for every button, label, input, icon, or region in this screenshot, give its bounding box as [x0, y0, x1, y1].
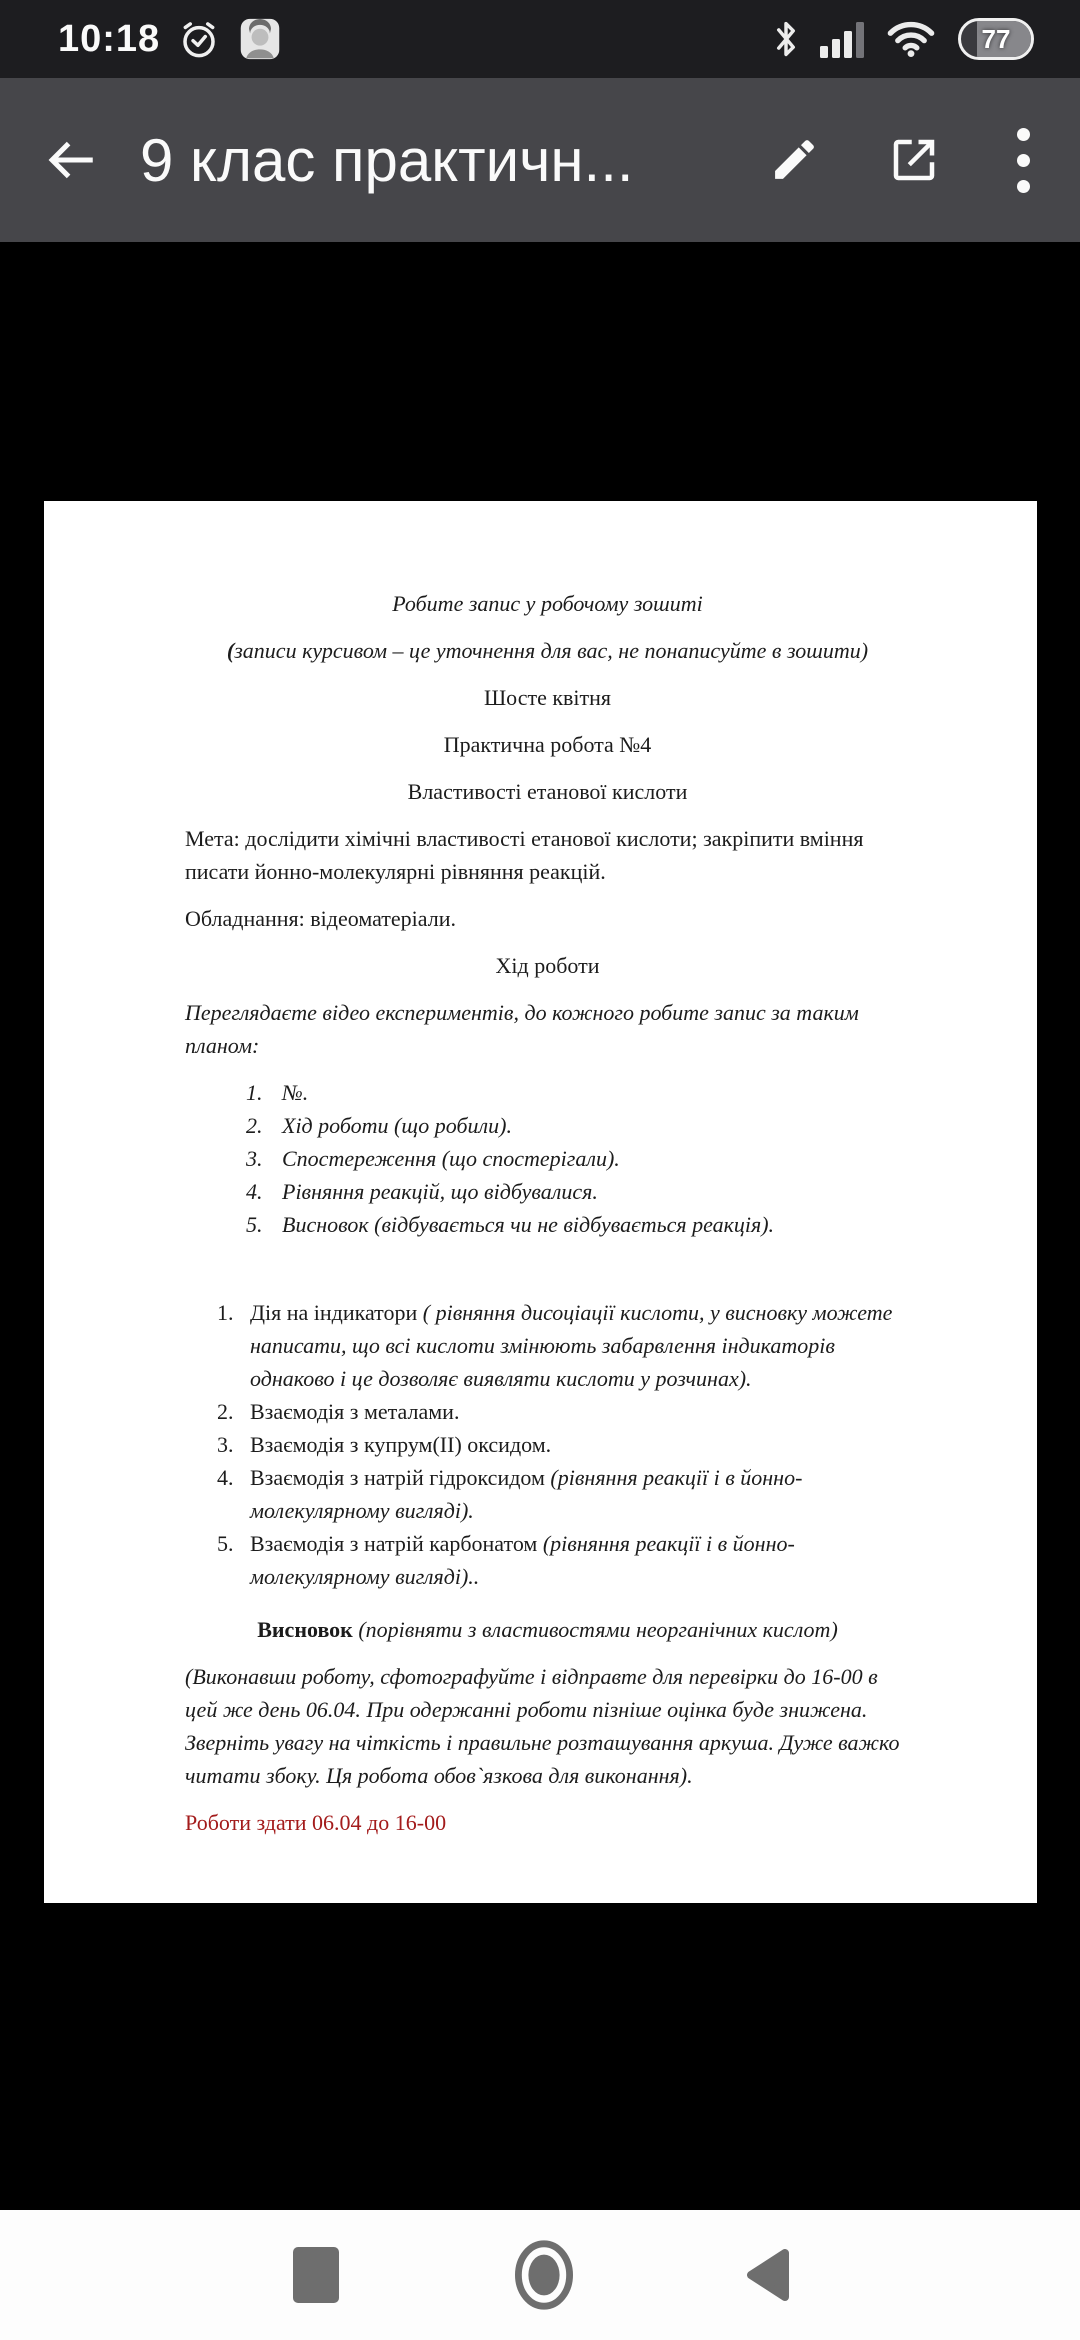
goal-paragraph: Мета: дослідити хімічні властивості етанової кислоти; закріпити вміння писати йонно-молекулярні рівняння реакцій. [185, 826, 864, 884]
app-bar-actions [767, 124, 1040, 197]
note-line-2-paren: ( [226, 638, 235, 663]
list-text [250, 1296, 910, 1395]
nav-back-button[interactable] [708, 2210, 828, 2340]
overflow-dot [1017, 180, 1030, 193]
edit-button[interactable] [767, 133, 821, 187]
edit-pencil-icon [767, 133, 821, 187]
task-note: (рівняння реакції і в йонно-молекулярному вигляді).. [250, 1531, 795, 1589]
list-number: 3. [246, 1146, 263, 1171]
alarm-icon [178, 18, 220, 60]
list-text: Висновок (відбувається чи не відбувається реакція). [282, 1212, 775, 1237]
back-button[interactable] [42, 131, 100, 189]
list-item [246, 1109, 910, 1142]
document-title: 9 клас практичн... [140, 126, 634, 194]
battery-percent-text: 77 [981, 23, 1011, 54]
status-bar [0, 0, 1080, 78]
progress-heading: Хід роботи [495, 953, 600, 978]
list-text [250, 1395, 910, 1428]
recents-button[interactable] [256, 2210, 376, 2340]
note-line-2 [185, 634, 910, 667]
task-note: ( рівняння дисоціації кислоти, у висновку можете написати, що всі кислоти змінюють забарвлення індикаторів однаково і це дозволяє виявляти кислоти у розчинах). [250, 1300, 893, 1391]
list-text: Рівняння реакцій, що відбувалися. [282, 1179, 598, 1204]
date-heading: Шосте квітня [483, 685, 612, 710]
conclusion-note: (порівняти з властивостями неорганічних кислот) [352, 1617, 838, 1642]
list-number: 1. [246, 1080, 263, 1105]
open-in-new-button[interactable] [887, 133, 941, 187]
deadline-line: Роботи здати 06.04 до 16-00 [185, 1810, 447, 1835]
overflow-menu-button[interactable] [1007, 124, 1040, 197]
list-number: 4. [217, 1465, 234, 1490]
list-item [217, 1461, 910, 1527]
list-item [217, 1428, 910, 1461]
equipment-paragraph: Обладнання: відеоматеріали. [185, 906, 456, 931]
list-number: 5. [217, 1531, 234, 1556]
bluetooth-icon [774, 19, 798, 59]
task-lead: Дія на індикатори [250, 1300, 423, 1325]
task-note: (рівняння реакції і в йонно-молекулярному вигляді). [250, 1465, 803, 1523]
work-title: Практична робота №4 [443, 732, 652, 757]
notification-avatar-icon [238, 16, 282, 62]
document-viewer[interactable] [0, 242, 1080, 2210]
list-item [217, 1527, 910, 1593]
open-in-new-icon [887, 133, 941, 187]
overflow-menu-icon [1017, 128, 1030, 141]
wifi-icon [886, 20, 936, 58]
plan-intro: Переглядаєте відео експериментів, до кожного робите запис за таким планом: [185, 1000, 859, 1058]
note-line-1: Робите запис у робочому зошиті [392, 591, 703, 616]
list-item [217, 1395, 910, 1428]
task-lead: Взаємодія з купрум(ІІ) оксидом. [250, 1432, 552, 1457]
signal-icon [820, 20, 864, 58]
back-icon [742, 2245, 794, 2305]
work-subtitle: Властивості етанової кислоти [407, 779, 688, 804]
overflow-dot [1017, 154, 1030, 167]
submission-paragraph: (Виконавши роботу, сфотографуйте і відправте для перевірки до 16-00 в цей же день 06.04. При одержанні роботи пізніше оцінка буде знижена. Зверніть увагу на чіткість і правильне розташування аркуша. Дуже важко читати збоку. Ця робота обов`язкова для виконання). [185, 1664, 900, 1788]
list-number: 2. [217, 1399, 234, 1424]
task-lead: Взаємодія з натрій карбонатом [250, 1531, 543, 1556]
plan-list [246, 1076, 910, 1241]
back-arrow-icon [42, 131, 100, 189]
battery-icon [958, 18, 1034, 60]
status-bar-left [58, 16, 282, 62]
list-text: Спостереження (що спостерігали). [282, 1146, 620, 1171]
list-item [246, 1175, 910, 1208]
list-item [246, 1208, 910, 1241]
conclusion-label: Висновок [257, 1617, 353, 1642]
status-bar-right [774, 18, 1034, 60]
list-item [246, 1076, 910, 1109]
list-number: 3. [217, 1432, 234, 1457]
list-text: №. [282, 1080, 309, 1105]
list-number: 5. [246, 1212, 263, 1237]
android-nav-bar [0, 2210, 1080, 2340]
task-lead: Взаємодія з натрій гідроксидом [250, 1465, 551, 1490]
task-list [217, 1296, 910, 1593]
list-text [250, 1527, 910, 1593]
list-item [217, 1296, 910, 1395]
list-text: Хід роботи (що робили). [282, 1113, 512, 1138]
list-number: 4. [246, 1179, 263, 1204]
list-number: 1. [217, 1300, 234, 1325]
clock-text: 10:18 [58, 17, 161, 60]
list-text [250, 1461, 910, 1527]
task-lead: Взаємодія з металами. [250, 1399, 460, 1424]
list-item [246, 1142, 910, 1175]
list-number: 2. [246, 1113, 263, 1138]
home-button[interactable] [484, 2210, 604, 2340]
app-bar [0, 78, 1080, 242]
note-line-2-text: записи курсивом – це уточнення для вас, не понаписуйте в зошити) [234, 638, 869, 663]
home-icon [514, 2240, 574, 2310]
document-page[interactable] [44, 501, 1037, 1903]
list-text [250, 1428, 910, 1461]
conclusion-line [185, 1613, 910, 1646]
recents-icon [293, 2247, 339, 2303]
